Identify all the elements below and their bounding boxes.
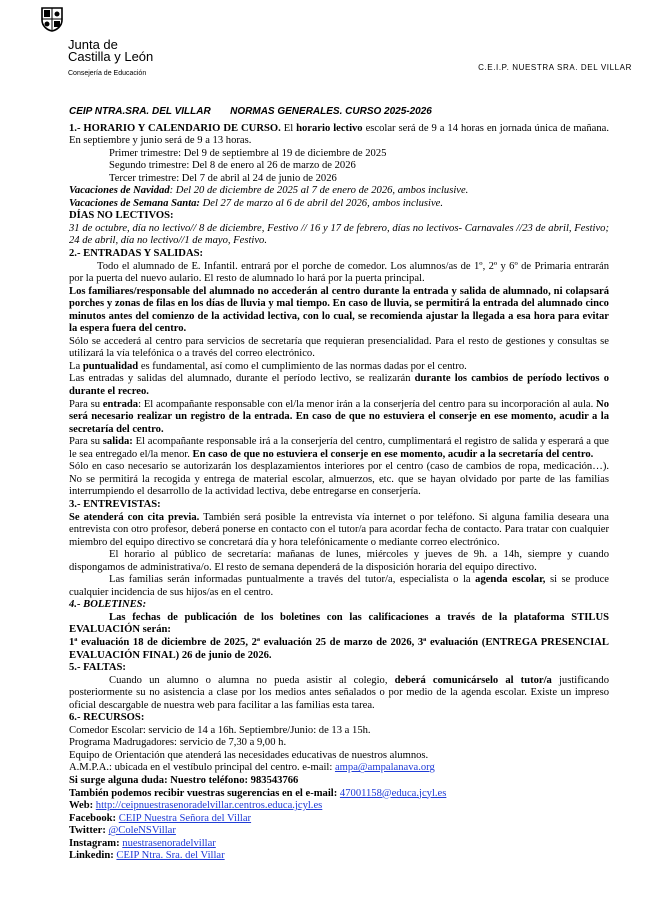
interviews-paragraph: [69, 512, 609, 550]
school-title: CEIP NTRA.SRA. DEL VILLAR: [69, 106, 211, 117]
twitter-link[interactable]: @ColeNSVillar: [108, 825, 176, 837]
heading: 4.- BOLETINES:: [69, 599, 147, 611]
secretary-paragraph: Sólo se accederá al centro para servicios de secretaría que requieran presencialidad. Para el resto de gestiones y consultas se utilizará la vía telefónica o a través del correo electrónico.: [69, 335, 609, 360]
heading: 6.- RECURSOS:: [69, 712, 145, 724]
text-bold: Se atenderá con cita previa.: [69, 511, 200, 523]
heading: 3.- ENTREVISTAS:: [69, 498, 161, 510]
heading: DÍAS NO LECTIVOS:: [69, 210, 174, 222]
text-bold: salida:: [102, 436, 133, 448]
label: Linkedin:: [69, 850, 117, 862]
school-name: C.E.I.P. NUESTRA SRA. DEL VILLAR: [478, 63, 632, 72]
label: Facebook:: [69, 812, 119, 824]
linkedin-link[interactable]: CEIP Ntra. Sra. del Villar: [116, 850, 225, 862]
text-bold: Las fechas de publicación de los boletines con las calificaciones a través de la plataforma STILUS EVALUACIÓN serán:: [69, 611, 609, 636]
label: Vacaciones de Semana Santa:: [69, 197, 200, 209]
punctuality-paragraph: [69, 361, 609, 374]
norms-title: NORMAS GENERALES. CURSO 2025-2026: [230, 106, 432, 117]
absences-paragraph: [69, 675, 609, 713]
families-informed-paragraph: [69, 574, 609, 599]
entries-exits-paragraph: [69, 373, 609, 398]
twitter-line: [69, 825, 609, 838]
text-bold: deberá comunicárselo al tutor/a: [394, 674, 552, 686]
non-teaching-days: [69, 223, 609, 248]
office-hours-paragraph: El horario al público de secretaría: mañanas de lunes, miércoles y jueves de 9h. a 14h, siempre y cuando dispongamos de administrativa/o. El resto de semana dependerá de la disposición horaria del equipo directivo.: [69, 549, 609, 573]
label: Twitter:: [69, 825, 109, 837]
section-heading-4: [69, 599, 609, 612]
section-heading-3: [69, 499, 609, 512]
evaluation-dates: [69, 637, 609, 662]
reports-paragraph: [69, 612, 609, 637]
web-line: [69, 800, 609, 813]
text-bold: En caso de que no estuviera el conserje en ese momento, acudir a la secretaría del centro.: [192, 448, 594, 460]
document-title: [69, 106, 609, 119]
text: si se produce cualquier incidencia de sus hijos/as en el centro.: [69, 574, 609, 598]
resource-guidance: Equipo de Orientación que atenderá las necesidades educativas de nuestros alumnos.: [69, 749, 429, 761]
text: es fundamental, así como el cumplimiento de las normas dadas por el centro.: [138, 360, 467, 372]
text: Para su: [69, 436, 103, 448]
text: Cuando un alumno o alumna no pueda asistir al colegio,: [109, 674, 395, 686]
resource-early-risers: Programa Madrugadores: servicio de 7,30 a 9,00 h.: [69, 737, 287, 749]
text: Del 27 de marzo al 6 de abril del 2026, ambos inclusive.: [199, 197, 444, 209]
resource-ampa: [69, 762, 609, 775]
text: : El acompañante responsable con el/la menor irán a la conserjería del centro para su incorporación al aula.: [138, 398, 597, 410]
label: Web:: [69, 800, 96, 812]
section-heading-6: [69, 712, 609, 725]
text-bold: No será necesario realizar un registro de la entrada. En caso de que no estuviera el conserje en ese momento, acudir a la secretaría del centro.: [69, 398, 609, 435]
heading: 5.- FALTAS:: [69, 662, 126, 674]
org-name-line2: Castilla y León: [68, 49, 154, 64]
label: Vacaciones de Navidad: [69, 185, 170, 197]
document-body: [69, 106, 609, 863]
text: justificando posteriormente su no asistencia a clase por los medios antes señalados o por medio de la agenda escolar. Existe un impreso oficial descargable de nuestra web para facilitar a las familias esta tarea.: [69, 674, 609, 711]
coat-of-arms-icon: [40, 6, 64, 32]
section-heading-2: [69, 248, 609, 261]
text: La: [69, 360, 83, 372]
ampa-email-link[interactable]: ampa@ampalanava.org: [334, 762, 435, 774]
entry-paragraph: Todo el alumnado de E. Infantil. entrará por el porche de comedor. Los alumnos/as de 1º, 2º y 6º de Primaria entrarán por la puerta del nuevo aulario. El resto de alumnado lo hará por la puerta principal.: [69, 260, 609, 285]
text: El: [280, 122, 297, 134]
term-2: Segundo trimestre: Del 8 de enero al 26 de marzo de 2026: [109, 160, 356, 172]
section-heading-5: [69, 662, 609, 675]
department-name: Consejería de Educación: [68, 70, 147, 77]
text: escolar será de 9 a 14 horas en jornada única de mañana. En septiembre y junio será de 9 a 13 horas.: [69, 122, 609, 147]
text-bold: entrada: [102, 398, 139, 410]
facebook-line: [69, 813, 609, 826]
text-bold: durante los cambios de período lectivos o durante el recreo.: [69, 373, 610, 398]
suggestions-line: [69, 788, 609, 801]
text-bold: 1ª evaluación 18 de diciembre de 2025, 2ª evaluación 25 de marzo de 2026, 3ª evaluación (ENTREGA PRESENCIAL EVALUACIÓN FINAL) 26 de junio de 2026.: [69, 636, 609, 661]
non-teaching-days-heading: [69, 210, 609, 223]
term-1: Primer trimestre: Del 9 de septiembre al 19 de diciembre de 2025: [109, 147, 387, 159]
text: Las familias serán informadas puntualmente a través del tutor/a, especialista o la: [109, 574, 476, 586]
resource-canteen: Comedor Escolar: servicio de 14 a 16h. Septiembre/Junio: de 13 a 15h.: [69, 724, 371, 736]
instagram-link[interactable]: nuestrasenoradelvillar: [122, 837, 216, 849]
web-link[interactable]: http://ceipnuestrasenoradelvillar.centros.educa.jcyl.es: [95, 800, 323, 812]
school-email-link[interactable]: 47001158@educa.jcyl.es: [339, 787, 447, 799]
families-paragraph: [69, 286, 609, 336]
facebook-link[interactable]: CEIP Nuestra Señora del Villar: [118, 812, 252, 824]
text-bold: Si surge alguna duda: Nuestro teléfono: 983543766: [69, 774, 299, 786]
text: Para su: [69, 398, 103, 410]
heading: 2.- ENTRADAS Y SALIDAS:: [69, 248, 204, 260]
text: 31 de octubre, día no lectivo// 8 de diciembre, Festivo // 16 y 17 de febrero, días no lectivos- Carnavales //23 de abril, Festivo; 24 de abril, día no lectivo//1 de mayo, Festivo.: [69, 222, 609, 247]
section-heading-1: 1.- HORARIO Y CALENDARIO DE CURSO.: [69, 122, 281, 134]
exit-rules-paragraph: [69, 436, 609, 461]
christmas-holidays: [69, 185, 609, 198]
linkedin-line: [69, 850, 609, 863]
label: Instagram:: [69, 837, 123, 849]
text-bold: También podemos recibir vuestras sugerencias en el e-mail:: [69, 787, 340, 799]
instagram-line: [69, 838, 609, 851]
text: A.M.P.A.: ubicada en el vestíbulo principal del centro. e-mail:: [69, 762, 335, 774]
entry-rules-paragraph: [69, 399, 609, 437]
text: También será posible la entrevista vía internet o por teléfono. Si alguna familia deseara una entrevista con otro profesor, deberá ponerse en contacto con el tutor/a para acordar fecha de contacto. Para tratar con cualquier miembro del equipo directivo se concretará día y hora telefónicamente o mediante correo electrónico.: [69, 511, 609, 548]
text-bold: Los familiares/responsable del alumnado no accederán al centro durante la entrada y salida de alumnado, ni colapsará porches y zonas de filas en los días de lluvia y mal tiempo.: [69, 285, 609, 310]
easter-holidays: [69, 198, 609, 211]
term-3: Tercer trimestre: Del 7 de abril al 24 de junio de 2026: [109, 172, 337, 184]
org-name-line1: Junta de: [68, 37, 118, 52]
phone-line: [69, 775, 609, 788]
movements-paragraph: Sólo en caso necesario se autorizarán los desplazamientos interiores por el centro (caso de cambios de ropa, medicación…). No se permitirá la recogida y entrega de material escolar, almuerzos, etc. que se hayan olvidado por parte de las familias interrumpiendo el desarrollo de la actividad lectiva, debe entregarse en conserjería.: [69, 461, 609, 498]
schedule-paragraph: [69, 123, 609, 148]
text-bold: En caso de lluvia, se permitirá la entrada del alumnado cinco minutos antes del comienzo de la actividad lectiva, con lo cual, se recomienda ajustar la llegada a esa hora para evitar la espera fuera del centro.: [69, 298, 609, 335]
text: : Del 20 de diciembre de 2025 al 7 de enero de 2026, ambos inclusive.: [169, 185, 469, 197]
text-bold: horario lectivo: [296, 122, 363, 134]
text: Las entradas y salidas del alumnado, durante el período lectivo, se realizarán: [69, 373, 415, 385]
text-bold: agenda escolar,: [475, 574, 546, 586]
text: El acompañante responsable irá a la conserjería del centro, cumplimentará el registro de salida y esperará a que le sea entregado el/la menor.: [69, 436, 609, 460]
text-bold: puntualidad: [82, 360, 139, 372]
